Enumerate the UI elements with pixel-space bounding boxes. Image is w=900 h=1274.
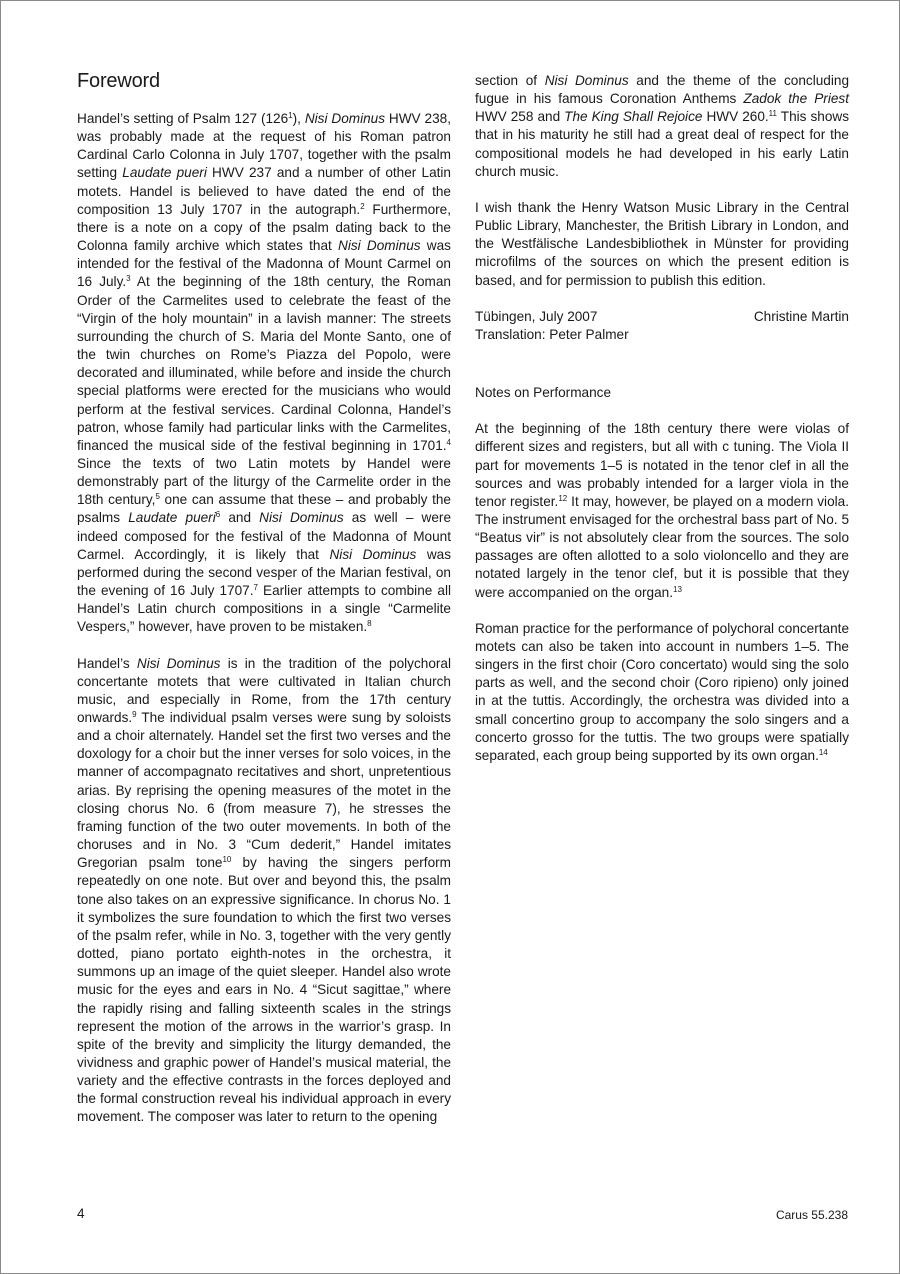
place-date: Tübingen, July 2007 xyxy=(475,308,598,324)
footnote-marker: 14 xyxy=(818,747,828,757)
footnote-marker: 9 xyxy=(132,710,137,719)
text-run: as well – were indeed composed for the festival of the Madonna of Mount Carmel. Accordingly, it is likely that xyxy=(77,510,452,562)
footnote-marker: 6 xyxy=(215,510,221,520)
text-run: At the beginning of the 18th century there were violas of different sizes and registers, but all with c tuning. The Viola II part for movements 1–5 is notated in the tenor clef in all the sources and was probably intended for a larger viola in the tenor register. xyxy=(475,421,849,509)
performance-heading: Notes on Performance xyxy=(475,385,612,401)
text-run: by having the singers perform repeatedly on one note. But over and beyond this, the psalm tone also takes on an expressive significance. In chorus No. 1 it symbolizes the sure foundation to which the first two verses of the psalm refer, while in No. 3, together with the very gently dotted, piano portato eighth-notes in the orchestra, it summons up an image of the quiet sleeper. Handel also wrote music for the eyes and ears in No. 4 “Sicut sagittae,” where the rapidly rising and falling sixteenth scales in the strings represent the motion of the arrows in the warrior’s grasp. In spite of the brevity and simplicity the liturgy demanded, the vividness and graphic power of Handel’s musical material, the variety and the effective contrasts in the forces deployed and the formal construction reveal his individual approach in every movement. The composer was later to return to the opening xyxy=(77,855,451,1125)
text-run: HWV 238, was probably made at the request of his Roman patron Cardinal Carlo Colonna in July 1707, together with the psalm setting xyxy=(77,111,451,181)
footnote-marker: 11 xyxy=(768,109,777,119)
text-run: was intended for the festival of the Madonna of Mount Carmel on 16 July. xyxy=(77,238,451,290)
text-run: This shows that in his maturity he still had a great deal of respect for the compositional models he had developed in his early Latin church music. xyxy=(475,109,850,179)
acknowledgement-paragraph xyxy=(475,199,849,290)
italic-title: Laudate pueri xyxy=(128,510,216,526)
performance-paragraph-1 xyxy=(475,420,849,602)
footnote-marker: 1 xyxy=(288,111,293,120)
footnote-marker: 4 xyxy=(446,437,451,447)
italic-title: Nisi Dominus xyxy=(338,238,421,254)
text-run: At the beginning of the 18th century, the Roman Order of the Carmelites used to celebrate the feast of the “Virgin of the holy mountain” in a lavish manner: The streets surrounding the church of S. Maria del Monte Santo, one of the twin churches on Rome’s Piazza del Popolo, were decorated and illuminated, while before and inside the church special platforms were erected for the musicians who would perform at the festival services. Cardinal Colonna, Handel’s patron, whose family had particular links with the Carmelites, financed the musical side of the festival beginning in 1701. xyxy=(77,274,451,453)
italic-title: Laudate pueri xyxy=(122,165,207,181)
text-run: HWV 237 and a number of other Latin motets. Handel is believed to have dated the end of the composition 13 July 1707 in the autograph. xyxy=(77,165,451,217)
author-name: Christine Martin xyxy=(753,308,849,324)
translator-credit: Translation: Peter Palmer xyxy=(475,326,629,342)
right-column xyxy=(475,72,849,783)
footnote-marker: 7 xyxy=(253,583,258,593)
text-run: is in the tradition of the polychoral concertante motets that were cultivated in Italian church music, and especially in Rome, from the 17th century onwards. xyxy=(77,655,451,725)
text-run: Handel’s xyxy=(77,655,137,671)
text-run: I wish thank the Henry Watson Music Library in the Central Public Library, Manchester, the British Library in London, and the Westfälische Landesbibliothek in Münster for providing microfilms of the sources on which the present edition is based, and for permission to publish this edition. xyxy=(475,199,849,288)
foreword-heading: Foreword xyxy=(77,70,160,92)
performance-paragraph-2 xyxy=(475,620,849,765)
left-column xyxy=(77,68,451,1145)
text-run: Earlier attempts to combine all Handel’s Latin church compositions in a single “Carmelite Vespers,” however, have proven to be mistaken. xyxy=(77,583,451,635)
italic-title: Nisi Dominus xyxy=(136,655,221,671)
text-run: It may, however, be played on a modern viola. The instrument envisaged for the orchestral bass part of No. 5 “Beatus vir” is not absolutely clear from the sources. The solo passages are often allotted to a solo violoncello and they are notated largely in the tenor clef, but it is possible that they were accompanied on the organ. xyxy=(475,493,849,600)
text-run: section of xyxy=(475,73,545,88)
footnote-marker: 8 xyxy=(367,619,372,629)
text-run: HWV 258 and xyxy=(475,109,565,125)
footnote-marker: 13 xyxy=(673,584,682,594)
footnote-marker: 10 xyxy=(222,855,232,865)
foreword-paragraph-1 xyxy=(77,110,451,637)
text-run: The individual psalm verses were sung by soloists and a choir alternately. Handel set the first two verses and the doxology for a choir but the inner verses for solo voices, in the manner of accompagnato recitatives and short, unpretentious arias. By reprising the opening measures of the motet in the closing chorus No. 6 (from measure 7), he stresses the framing function of the two outer movements. In both of the choruses and in No. 3 “Cum dederit,” Handel imitates Gregorian psalm tone xyxy=(77,710,451,871)
text-run: one can assume that these – and probably the psalms xyxy=(77,492,451,526)
page-number: 4 xyxy=(77,1206,85,1221)
italic-title: Nisi Dominus xyxy=(304,111,386,126)
text-run: and xyxy=(220,510,260,526)
text-run: Since the texts of two Latin motets by Handel were demonstrably part of the liturgy of the Carmelite order in the 18th century, xyxy=(77,455,451,508)
catalog-number: Carus 55.238 xyxy=(775,1208,848,1222)
italic-title: Nisi Dominus xyxy=(329,546,417,562)
footnote-marker: 12 xyxy=(558,493,568,503)
foreword-paragraph-2-continued xyxy=(475,72,849,181)
italic-title: Nisi Dominus xyxy=(544,73,629,88)
text-run: was performed during the second vesper of the Marian festival, on the evening of 16 July 1707. xyxy=(77,546,451,599)
signature-block xyxy=(475,308,849,344)
text-run: Handel’s setting of Psalm 127 (126 xyxy=(77,111,289,126)
italic-title: Nisi Dominus xyxy=(259,510,344,526)
text-run: Furthermore, there is a note on a copy of the psalm dating back to the Colonna family archive which states that xyxy=(77,201,451,254)
footnote-marker: 3 xyxy=(126,274,131,284)
footnote-marker: 2 xyxy=(360,201,365,211)
text-run: and the theme of the concluding fugue in his famous Coronation Anthems xyxy=(475,73,850,107)
footnote-marker: 5 xyxy=(155,492,160,502)
text-run: Roman practice for the performance of polychoral concertante motets can also be taken into account in numbers 1–5. The singers in the first choir (Coro concertato) would sing the solo parts as well, and the second choir (Coro ripieno) only joined in at the tuttis. Accordingly, the orchestra was divided into a small concertino group to accompany the solo singers and a concerto grosso for the tuttis. The two groups were spatially separated, each group being supported by its own organ. xyxy=(475,620,849,763)
italic-title: Zadok the Priest xyxy=(743,91,849,107)
italic-title: The King Shall Rejoice xyxy=(564,109,703,125)
foreword-paragraph-2 xyxy=(77,655,451,1127)
text-run: ), xyxy=(292,111,305,126)
text-run: HWV 260. xyxy=(702,109,769,125)
